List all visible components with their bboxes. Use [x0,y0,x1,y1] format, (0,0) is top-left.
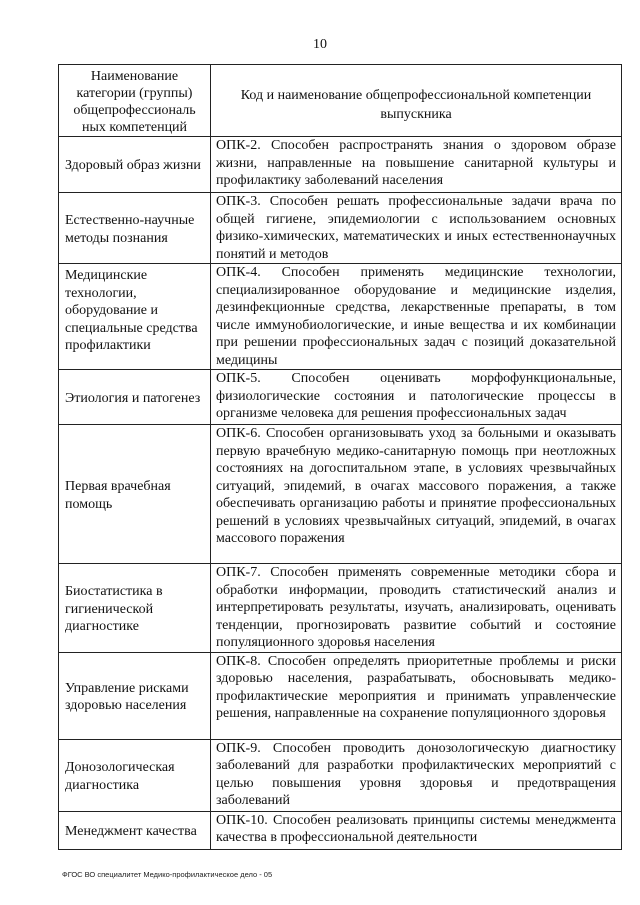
competence-cell: ОПК-3. Способен решать профессиональные задачи врача по общей гигиене, эпидемиологии с использованием основных физико-химических, математических и иных естественнонаучных понятий и методов [211,193,622,264]
table-header-row [59,65,622,137]
table-row [59,193,622,264]
competence-cell: ОПК-4. Способен применять медицинские технологии, специализированное оборудование и медицинские изделия, дезинфекционные средства, лекарственные препараты, в том числе иммунобиологические, и иные вещества и их комбинации при решении профессиональных задач с позиций доказательной медицины [211,264,622,370]
table-row [59,739,622,811]
table-row [59,264,622,370]
table-row [59,811,622,849]
category-cell: Донозологическая диагностика [59,739,211,811]
category-cell: Здоровый образ жизни [59,137,211,193]
table-row [59,137,622,193]
header-competence: Код и наименование общепрофессиональной компетенции выпускника [211,65,622,137]
competence-cell: ОПК-7. Способен применять современные методики сбора и обработки информации, проводить статистический анализ и интерпретировать результаты, изучать, анализировать, оценивать тенденции, прогнозировать развитие событий и состояние популяционного здоровья населения [211,564,622,653]
page-footer: ФГОС ВО специалитет Медико-профилактическое дело - 05 [62,870,273,879]
competence-cell: ОПК-8. Способен определять приоритетные проблемы и риски здоровью населения, разрабатывать, обосновывать медико-профилактические мероприятия и принимать управленческие решения, направленные на сохранение популяционного здоровья [211,652,622,739]
competencies-table [58,64,622,850]
competence-cell: ОПК-6. Способен организовывать уход за больными и оказывать первую врачебную медико-санитарную помощь при неотложных состояниях на догоспитальном этапе, в условиях чрезвычайных ситуаций, эпидемий, в очагах массового поражения, а также обеспечивать организацию работы и принятие профессиональных решений в условиях чрезвычайных ситуаций, эпидемий, в очагах массового поражения [211,425,622,564]
category-cell: Первая врачебная помощь [59,425,211,564]
category-cell: Управление рисками здоровью населения [59,652,211,739]
table-row [59,564,622,653]
category-cell: Биостатистика в гигиенической диагностике [59,564,211,653]
page-number: 10 [313,37,327,52]
category-cell: Менеджмент качества [59,811,211,849]
category-cell: Этиология и патогенез [59,370,211,425]
header-category: Наименование категории (группы) общепрофессиональ ных компетенций [59,65,211,137]
category-cell: Естественно-научные методы познания [59,193,211,264]
table-row [59,425,622,564]
competence-cell: ОПК-5. Способен оценивать морфофункциональные, физиологические состояния и патологические процессы в организме человека для решения профессиональных задач [211,370,622,425]
competence-cell: ОПК-9. Способен проводить донозологическую диагностику заболеваний для разработки профилактических мероприятий с целью повышения уровня здоровья и предотвращения заболеваний [211,739,622,811]
competence-cell: ОПК-10. Способен реализовать принципы системы менеджмента качества в профессиональной деятельности [211,811,622,849]
table-row [59,652,622,739]
competence-cell: ОПК-2. Способен распространять знания о здоровом образе жизни, направленные на повышение санитарной культуры и профилактику заболеваний населения [211,137,622,193]
category-cell: Медицинские технологии, оборудование и специальные средства профилактики [59,264,211,370]
table-row [59,370,622,425]
